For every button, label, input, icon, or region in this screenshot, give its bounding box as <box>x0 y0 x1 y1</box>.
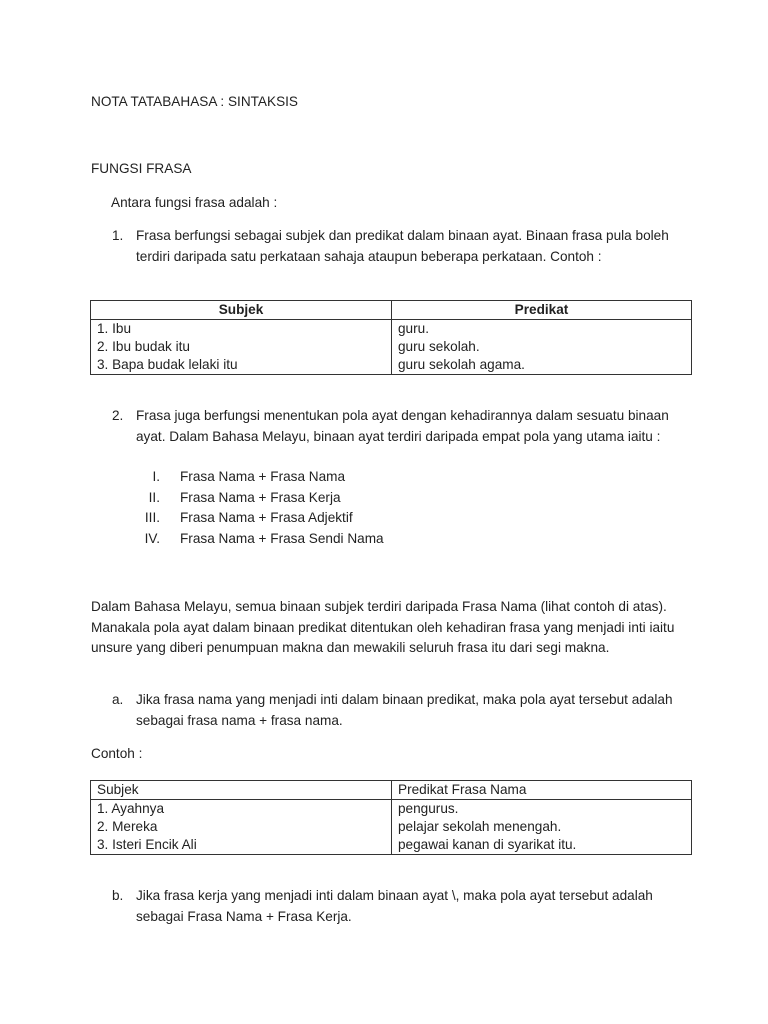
subjek-predikat-table <box>90 300 692 375</box>
table-cell-line: 3. Bapa budak lelaki itu <box>97 357 238 372</box>
roman-item-text: Frasa Nama + Frasa Nama <box>180 469 346 484</box>
list-item-2 <box>112 406 697 447</box>
list-item-text: Frasa berfungsi sebagai subjek dan predikat dalam binaan ayat. Binaan frasa pula boleh terdiri daripada satu perkataan sahaja ataupun beberapa perkataan. Contoh : <box>136 228 669 264</box>
contoh-label: Contoh : <box>91 746 143 761</box>
table-cell-subjek <box>91 320 392 375</box>
section-heading: FUNGSI FRASA <box>91 161 192 176</box>
list-marker: a. <box>112 692 124 707</box>
table-header-row <box>91 301 692 320</box>
document-title: NOTA TATABAHASA : SINTAKSIS <box>91 94 298 109</box>
body-paragraph: Dalam Bahasa Melayu, semua binaan subjek terdiri daripada Frasa Nama (lihat contoh di atas). Manakala pola ayat dalam binaan predikat ditentukan oleh kehadiran frasa yang menjadi inti iaitu unsure yang diberi penumpuan makna dan mewakili seluruh frasa itu dari segi makna. <box>91 599 675 655</box>
list-item-text: Jika frasa kerja yang menjadi inti dalam binaan ayat \, maka pola ayat tersebut adalah sebagai Frasa Nama + Frasa Kerja. <box>136 888 653 924</box>
table-cell-line: 3. Isteri Encik Ali <box>97 837 197 852</box>
frasa-nama-table <box>90 780 692 855</box>
list-item-b <box>112 886 697 927</box>
table-row <box>91 320 692 375</box>
roman-marker: IV. <box>144 531 160 547</box>
table-cell-line: 2. Ibu budak itu <box>97 339 190 354</box>
column-header-predikat-frasa-nama: Predikat Frasa Nama <box>392 781 692 800</box>
table-cell-predikat <box>392 320 692 375</box>
table-cell-line: 1. Ayahnya <box>97 801 165 816</box>
roman-item-text: Frasa Nama + Frasa Sendi Nama <box>180 531 384 547</box>
table-header-row <box>91 781 692 800</box>
table-cell-line: 1. Ibu <box>97 321 132 336</box>
table-cell-line: pegawai kanan di syarikat itu. <box>398 837 577 852</box>
table-cell-subjek <box>91 800 392 855</box>
table-cell-line: guru. <box>398 321 429 336</box>
roman-item-text: Frasa Nama + Frasa Adjektif <box>180 510 353 526</box>
table-cell-line: guru sekolah agama. <box>398 357 525 372</box>
roman-marker: I. <box>152 469 160 484</box>
roman-marker: II. <box>148 489 160 505</box>
table-cell-line: pelajar sekolah menengah. <box>398 819 562 834</box>
table-cell-predikat <box>392 800 692 855</box>
list-marker: b. <box>112 888 124 903</box>
table-row <box>91 800 692 855</box>
list-item-1 <box>112 226 697 267</box>
list-item-a <box>112 690 697 731</box>
roman-marker: III. <box>144 510 160 526</box>
column-header-predikat: Predikat <box>392 301 692 320</box>
table-cell-line: 2. Mereka <box>97 819 158 834</box>
list-item-text: Jika frasa nama yang menjadi inti dalam binaan predikat, maka pola ayat tersebut adalah sebagai frasa nama + frasa nama. <box>136 692 673 728</box>
roman-item-text: Frasa Nama + Frasa Kerja <box>180 489 341 505</box>
table-cell-line: pengurus. <box>398 801 459 816</box>
column-header-subjek: Subjek <box>91 301 392 320</box>
table-cell-line: guru sekolah. <box>398 339 480 354</box>
column-header-subjek: Subjek <box>91 781 392 800</box>
intro-text: Antara fungsi frasa adalah : <box>111 195 278 210</box>
list-marker: 2. <box>112 408 124 423</box>
list-item-text: Frasa juga berfungsi menentukan pola ayat dengan kehadirannya dalam sesuatu binaan ayat. Dalam Bahasa Melayu, binaan ayat terdiri daripada empat pola yang utama iaitu : <box>136 408 669 444</box>
list-marker: 1. <box>112 228 124 243</box>
